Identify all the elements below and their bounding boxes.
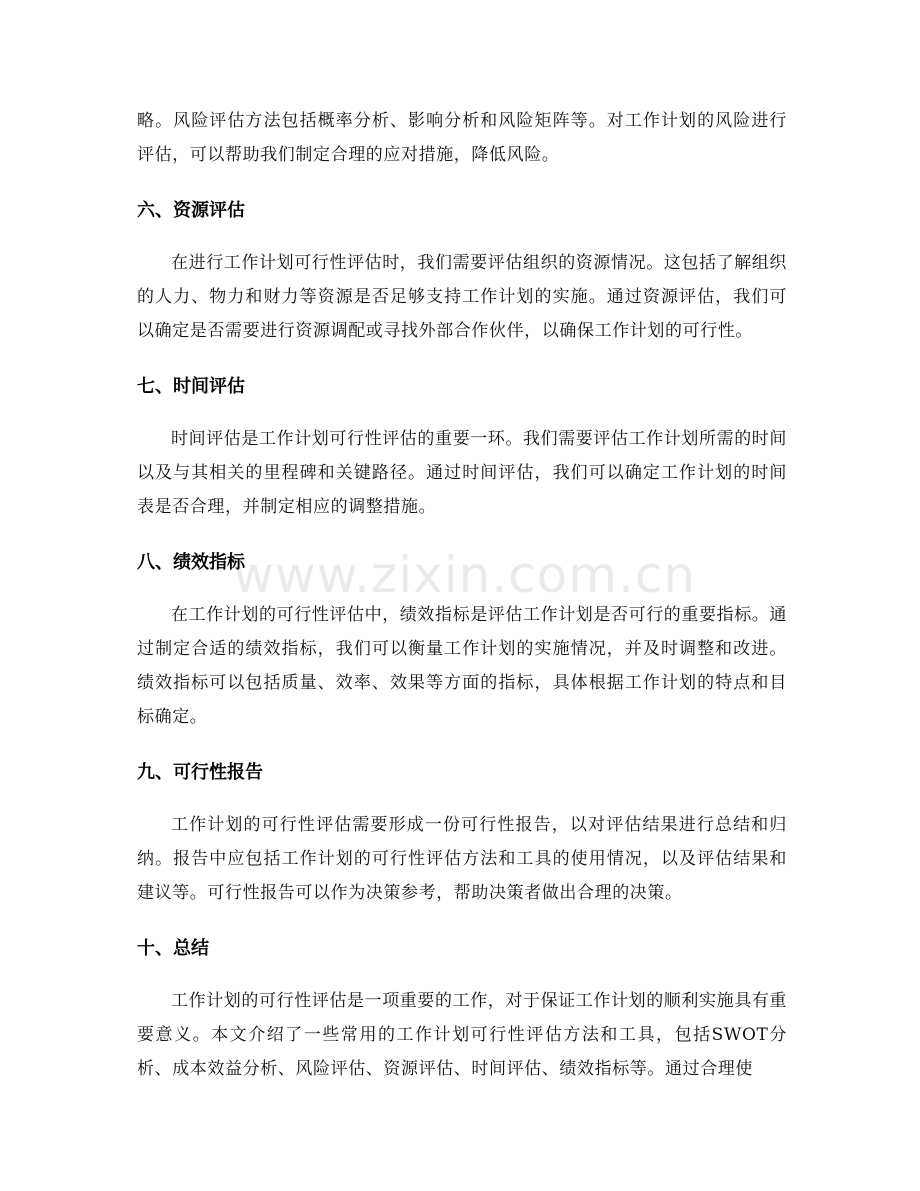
- section-body-resource: 在进行工作计划可行性评估时，我们需要评估组织的资源情况。这包括了解组织的人力、物力和财力等资源是否足够支持工作计划的实施。通过资源评估，我们可以确定是否需要进行资源调配或寻找外部合作伙伴，以确保工作计划的可行性。: [137, 253, 787, 341]
- section-heading-summary: 十、总结: [137, 938, 209, 959]
- section-body-summary: 工作计划的可行性评估是一项重要的工作，对于保证工作计划的顺利实施具有重要意义。本文介绍了一些常用的工作计划可行性评估方法和工具，包括SWOT分析、成本效益分析、风险评估、资源评估、时间评估、绩效指标等。通过合理使: [137, 991, 787, 1079]
- section-body-kpi: 在工作计划的可行性评估中，绩效指标是评估工作计划是否可行的重要指标。通过制定合适的绩效指标，我们可以衡量工作计划的实施情况，并及时调整和改进。绩效指标可以包括质量、效率、效果等方面的指标，具体根据工作计划的特点和目标确定。: [137, 605, 787, 727]
- section-heading-kpi: 八、绩效指标: [137, 552, 245, 573]
- section-heading-time: 七、时间评估: [137, 376, 245, 397]
- section-heading-report: 九、可行性报告: [137, 762, 263, 783]
- section-body-time: 时间评估是工作计划可行性评估的重要一环。我们需要评估工作计划所需的时间以及与其相关的里程碑和关键路径。通过时间评估，我们可以确定工作计划的时间表是否合理，并制定相应的调整措施。: [137, 429, 787, 517]
- intro-paragraph-tail: 略。风险评估方法包括概率分析、影响分析和风险矩阵等。对工作计划的风险进行评估，可以帮助我们制定合理的应对措施，降低风险。: [137, 111, 787, 165]
- document-page: [137, 104, 787, 1086]
- section-body-report: 工作计划的可行性评估需要形成一份可行性报告，以对评估结果进行总结和归纳。报告中应包括工作计划的可行性评估方法和工具的使用情况，以及评估结果和建议等。可行性报告可以作为决策参考，帮助决策者做出合理的决策。: [137, 815, 787, 903]
- section-heading-resource: 六、资源评估: [137, 200, 245, 221]
- watermark: www.zixin.com.cn: [233, 546, 697, 604]
